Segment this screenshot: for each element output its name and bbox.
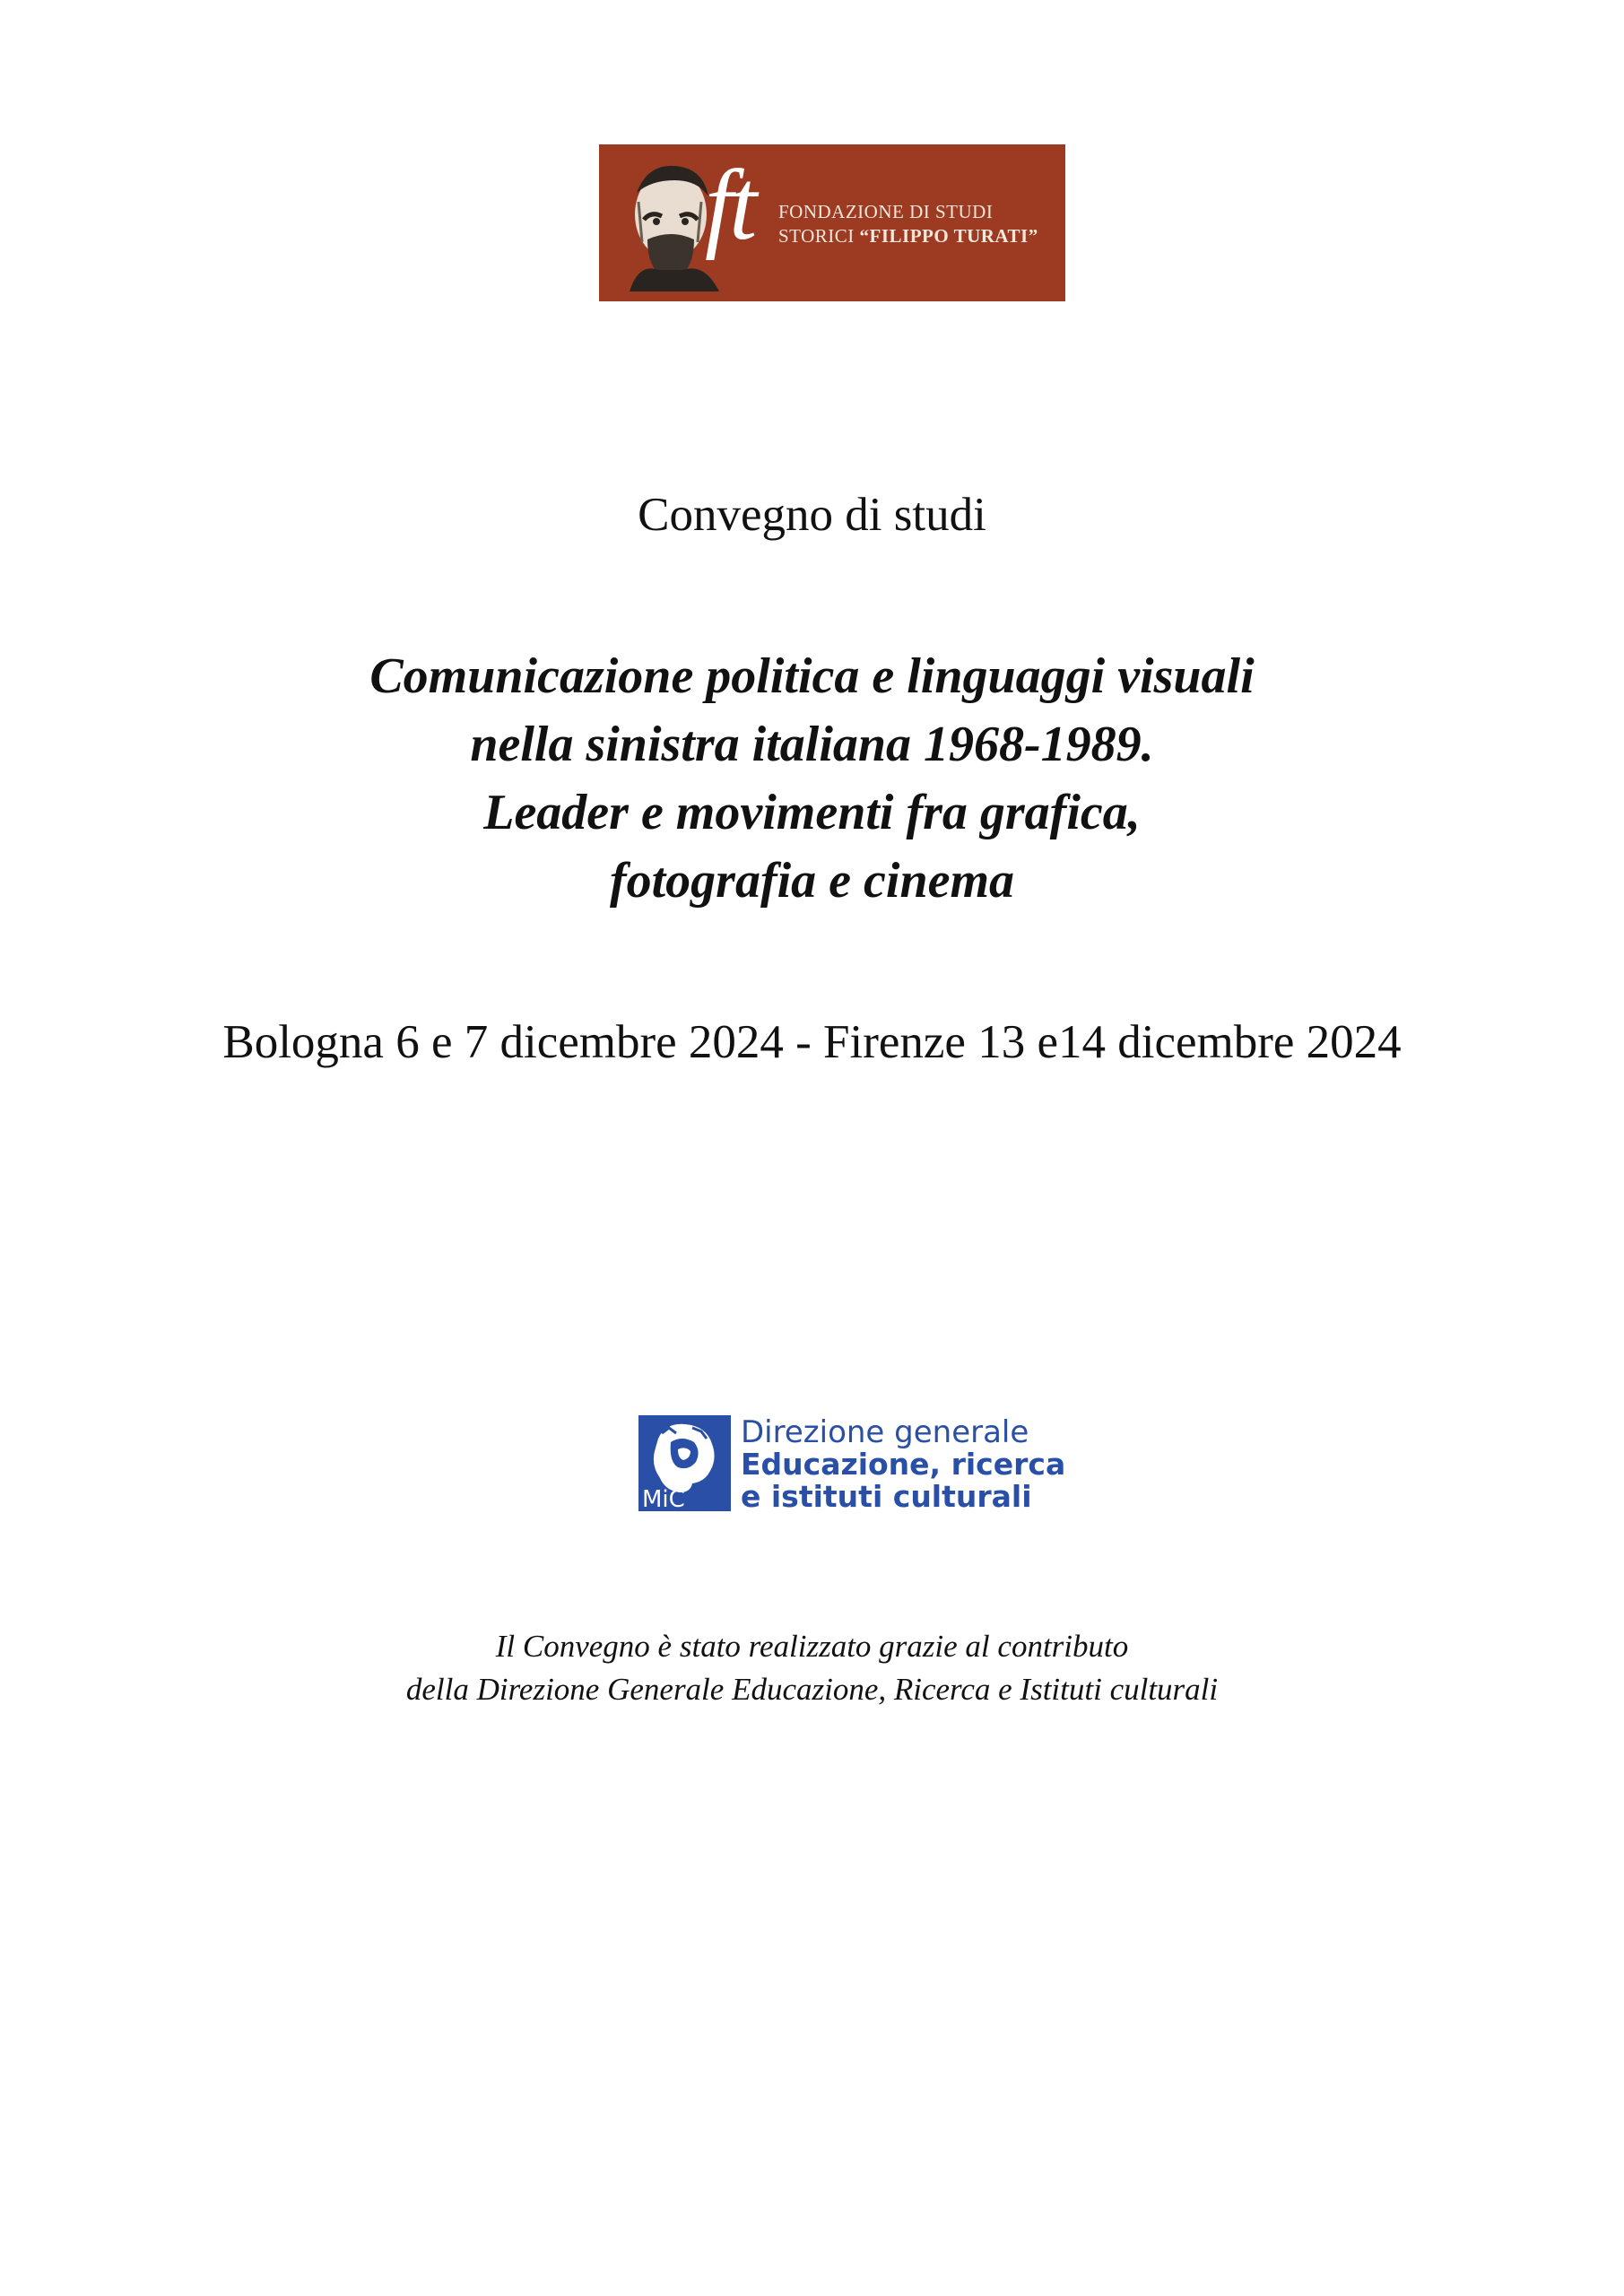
credits-line: Il Convegno è stato realizzato grazie al contributo <box>495 1629 1129 1664</box>
mic-logo-line1: Direzione generale <box>741 1414 1029 1450</box>
title-line: Comunicazione politica e linguaggi visuali <box>369 648 1255 704</box>
credits-line: della Direzione Generale Educazione, Ricerca e Istituti culturali <box>405 1672 1219 1707</box>
title-line: fotografia e cinema <box>609 853 1015 909</box>
conference-dates: Bologna 6 e 7 dicembre 2024 - Firenze 13 e14 dicembre 2024 <box>222 1016 1402 1068</box>
mic-logo-line2: Educazione, ricerca <box>741 1447 1066 1482</box>
mic-emblem-icon <box>638 1415 731 1511</box>
title-line: nella sinistra italiana 1968-1989. <box>470 717 1154 772</box>
conference-label: Convegno di studi <box>638 489 986 541</box>
ft-logo-line2 <box>778 224 1038 248</box>
ft-logo-text <box>778 200 1038 248</box>
ft-monogram: ft <box>705 150 754 261</box>
credits-note <box>0 1625 1624 1711</box>
ft-logo-line2-name: “FILIPPO TURATI” <box>859 225 1038 247</box>
mic-mark-text: MiC <box>642 1486 685 1511</box>
conference-title <box>0 642 1624 915</box>
title-line: Leader e movimenti fra grafica, <box>483 785 1141 840</box>
fondazione-turati-logo <box>599 144 1065 301</box>
ft-logo-line1: FONDAZIONE DI STUDI <box>778 201 994 222</box>
mic-logo <box>638 1415 1069 1514</box>
ft-logo-line2-prefix: STORICI <box>778 225 855 247</box>
mic-logo-line3: e istituti culturali <box>741 1479 1032 1514</box>
